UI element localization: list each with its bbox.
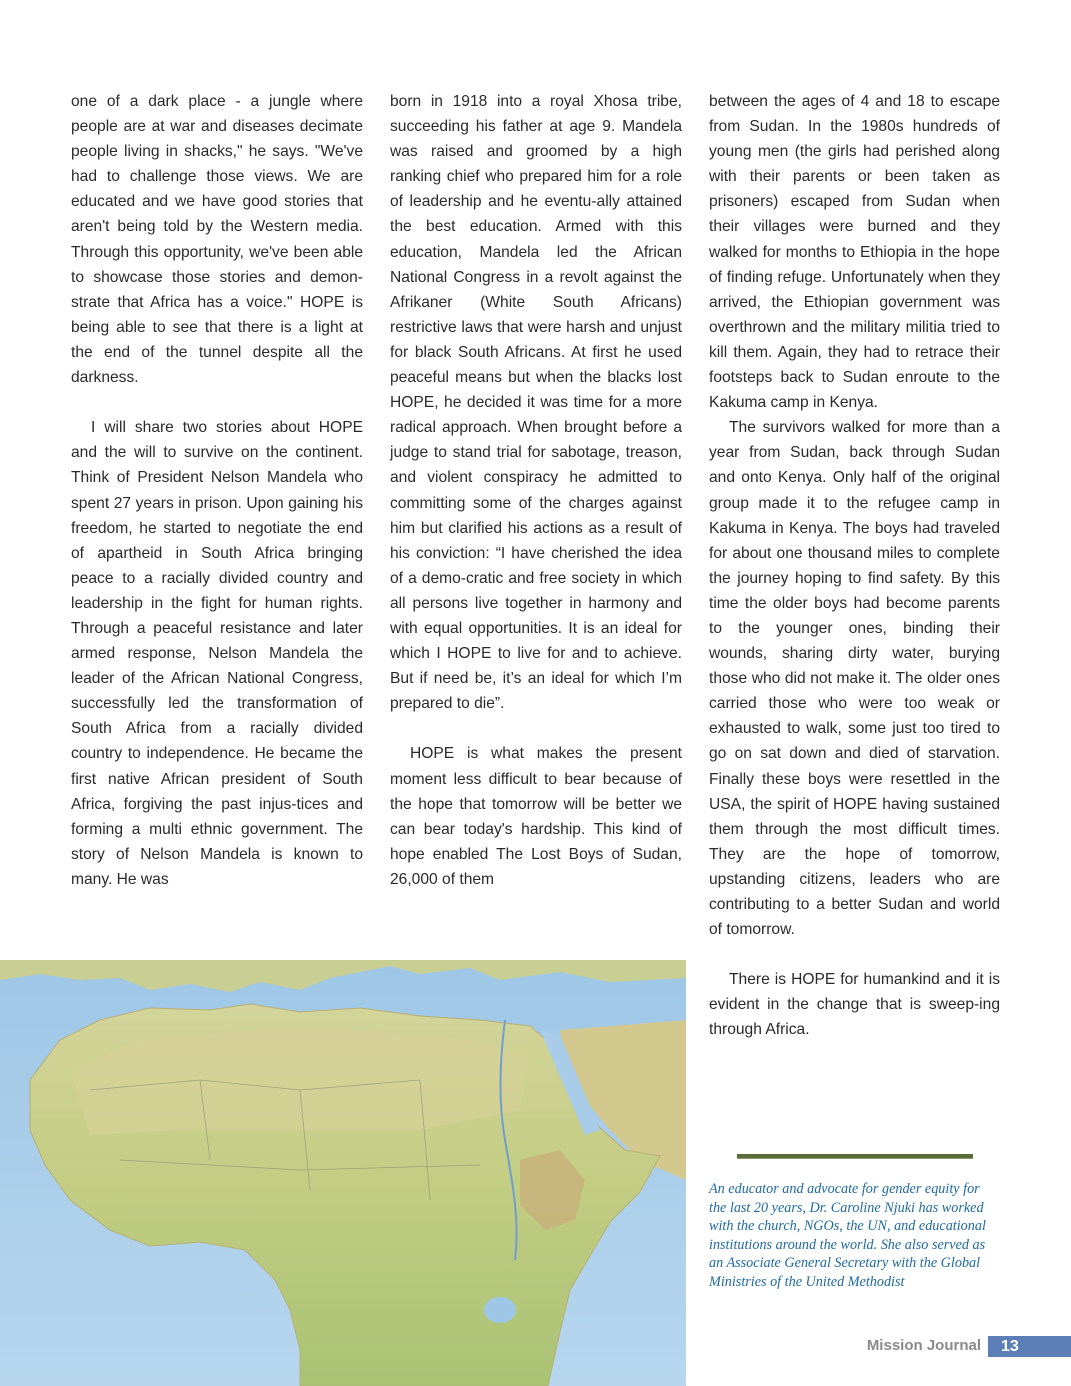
article-paragraph: I will share two stories about HOPE and the will to survive on the continent. Think of President Nelson Mandela who spent 27 years in prison. Upon gaining his freedom, he started to negotiate the end of apartheid in South Africa bringing peace to a racially divided country and leadership in the fight for human rights. Through a peaceful resistance and later armed response, Nelson Mandela the leader of the African National Congress, successfully led the transformation of South Africa from a racially divided country to independence. He became the first native African president of South Africa, forgiving the past injus-tices and forming a multi ethnic government. The story of Nelson Mandela is known to many. He was [71,419,363,888]
article-paragraph: one of a dark place - a jungle where people are at war and diseases decimate people living in shacks," he says. "We've had to challenge those views. We are educated and we have good stories that aren't being told by the Western media. Through this opportunity, we've been able to showcase those stories and demon-strate that Africa has a voice." HOPE is being able to see that there is a light at the end of the tunnel despite all the darkness. [71,93,363,387]
page-number-box [988,1336,1071,1357]
article-paragraph: The survivors walked for more than a year from Sudan, back through Sudan and onto Kenya. Only half of the original group made it to the refugee camp in Kakuma in Kenya. The boys had traveled for about one thousand miles to complete the journey hoping to find safety. By this time the older boys had become parents to the younger ones, binding their wounds, sharing dirty water, burying those who did not make it. The older ones carried those who were too weak or exhausted to walk, some just too tired to go on sat down and died of starvation. Finally these boys were resettled in the USA, the spirit of HOPE having sustained them through the most difficult times. They are the hope of tomorrow, upstanding citizens, leaders who are contributing to a better Sudan and world of tomorrow. [709,419,1000,939]
article-column-1 [71,89,363,892]
africa-map-image [0,960,686,1386]
article-paragraph: HOPE is what makes the present moment less difficult to bear because of the hope that tomorrow will be better we can bear today's hardship. This kind of hope enabled The Lost Boys of Sudan, 26,000 of them [390,745,682,888]
article-column-3 [709,89,1000,1043]
article-paragraph: between the ages of 4 and 18 to escape from Sudan. In the 1980s hundreds of young men (the girls had perished along with their parents or been taken as prisoners) escaped from Sudan when their villages were burned and they walked for months to Ethiopia in the hope of finding refuge. Unfortunately when they arrived, the Ethiopian government was overthrown and the military militia tried to kill them. Again, they had to retrace their footsteps back to Sudan enroute to the Kakuma camp in Kenya. [709,93,1000,412]
article-column-2 [390,89,682,892]
divider-rule [737,1154,973,1159]
article-paragraph: There is HOPE for humankind and it is evident in the change that is sweep-ing through Africa. [709,971,1000,1039]
author-bio: An educator and advocate for gender equity for the last 20 years, Dr. Caroline Njuki has worked with the church, NGOs, the UN, and educational institutions around the world. She also served as an Associate General Secretary with the Global Ministries of the United Methodist [709,1181,986,1290]
page-footer [0,1336,1071,1360]
journal-name: Mission Journal [866,1337,981,1354]
article-paragraph: born in 1918 into a royal Xhosa tribe, succeeding his father at age 9. Mandela was raised and groomed by a high ranking chief who prepared him for a role of leadership and he eventu-ally attained the best education. Armed with this education, Mandela led the African National Congress in a revolt against the Afrikaner (White South Africans) restrictive laws that were harsh and unjust for black South Africans. At first he used peaceful means but when the blacks lost HOPE, he decided it was time for a more radical approach. When brought before a judge to stand trial for sabotage, treason, and violent conspiracy he admitted to committing some of the charges against him but clarified his actions as a result of his conviction: “I have cherished the idea of a demo-cratic and free society in which all persons live together in harmony and with equal opportunities. It is an ideal for which I HOPE to live for and to achieve. But if need be, it’s an ideal for which I’m prepared to die”. [390,93,682,713]
page-number: 13 [1001,1338,1019,1355]
